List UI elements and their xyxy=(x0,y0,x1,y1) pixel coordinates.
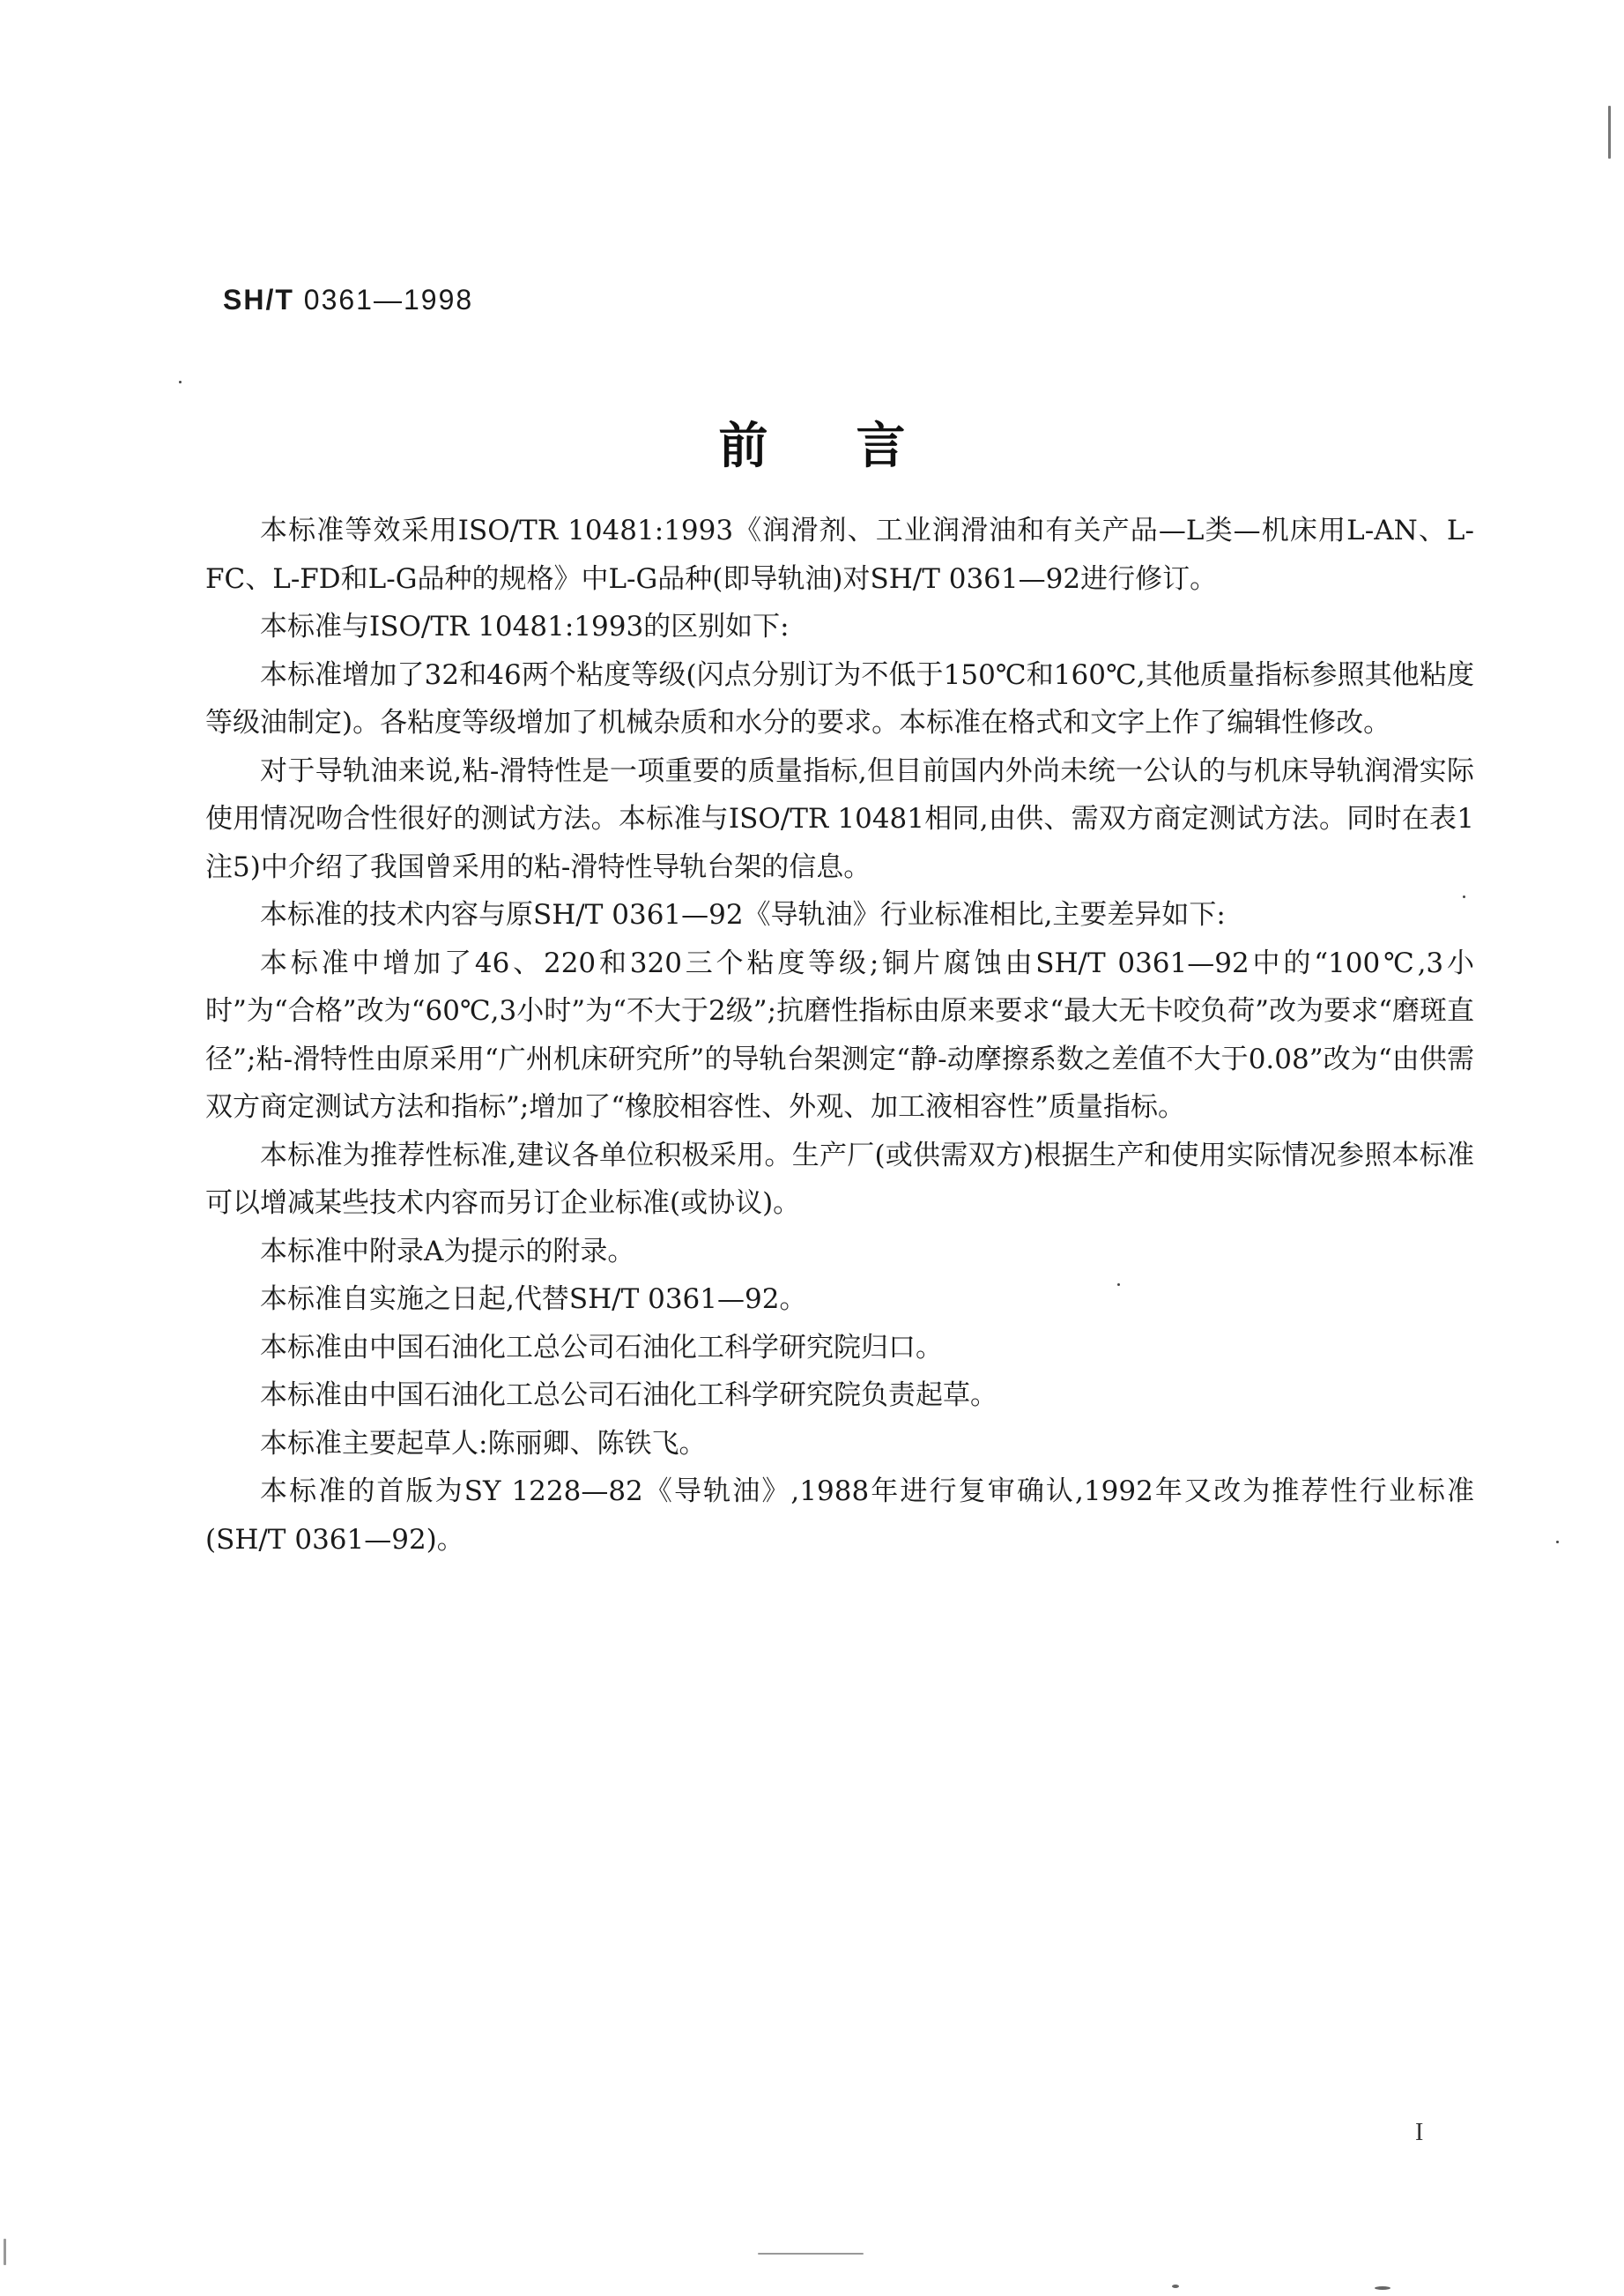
paragraph: 本标准的技术内容与原SH/T 0361—92《导轨油》行业标准相比,主要差异如下: xyxy=(260,899,1226,931)
scan-speck xyxy=(1172,2285,1179,2288)
paragraph: 本标准中附录A为提示的附录。 xyxy=(260,1235,635,1267)
scan-speck xyxy=(1463,895,1465,898)
paragraph: 本标准中增加了46、220和320三个粘度等级;铜片腐蚀由SH/T 0361—92中的“100℃,3小时”为“合格”改为“60℃,3小时”为“不大于2级”;抗磨性指标由原来要求“最大无卡咬负荷”改为要求“磨斑直径”;粘-滑特性由原采用“广州机床研究所”的导轨台架测定“静-动摩擦系数之差值不大于0.08”改为“由供需双方商定测试方法和指标”;增加了“橡胶相容性、外观、加工液相容性”质量指标。 xyxy=(205,947,1474,1123)
scan-speck xyxy=(1375,2286,1390,2290)
paragraph: 本标准由中国石油化工总公司石油化工科学研究院负责起草。 xyxy=(260,1379,997,1411)
paragraph: 本标准为推荐性标准,建议各单位积极采用。生产厂(或供需双方)根据生产和使用实际情况参照本标准可以增减某些技术内容而另订企业标准(或协议)。 xyxy=(205,1139,1474,1219)
paragraph: 本标准由中国石油化工总公司石油化工科学研究院归口。 xyxy=(260,1331,943,1363)
standard-code-number: 0361—1998 xyxy=(303,284,474,316)
standard-code-prefix: SH/T xyxy=(223,284,294,316)
paragraph: 本标准增加了32和46两个粘度等级(闪点分别订为不低于150℃和160℃,其他质量指标参照其他粘度等级油制定)。各粘度等级增加了机械杂质和水分的要求。本标准在格式和文字上作了编辑性修改。 xyxy=(205,658,1474,739)
scan-speck xyxy=(179,381,182,383)
scan-speck xyxy=(1608,106,1611,159)
foreword-body xyxy=(205,507,1474,1564)
page-number: I xyxy=(1415,2119,1424,2146)
scan-speck xyxy=(4,2239,6,2265)
paragraph: 本标准的首版为SY 1228—82《导轨油》,1988年进行复审确认,1992年又改为推荐性行业标准(SH/T 0361—92)。 xyxy=(205,1475,1474,1556)
scan-speck xyxy=(1556,1541,1559,1543)
standard-code xyxy=(223,284,473,316)
paragraph: 对于导轨油来说,粘-滑特性是一项重要的质量指标,但目前国内外尚未统一公认的与机床导轨润滑实际使用情况吻合性很好的测试方法。本标准与ISO/TR 10481相同,由供、需双方商定测试方法。同时在表1注5)中介绍了我国曾采用的粘-滑特性导轨台架的信息。 xyxy=(205,754,1474,883)
paragraph: 本标准自实施之日起,代替SH/T 0361—92。 xyxy=(260,1283,807,1315)
scan-speck xyxy=(758,2253,864,2255)
paragraph: 本标准与ISO/TR 10481:1993的区别如下: xyxy=(260,611,790,643)
paragraph: 本标准等效采用ISO/TR 10481:1993《润滑剂、工业润滑油和有关产品—L类—机床用L-AN、L-FC、L-FD和L-G品种的规格》中L-G品种(即导轨油)对SH/T 0361—92进行修订。 xyxy=(205,515,1474,595)
paragraph: 本标准主要起草人:陈丽卿、陈铁飞。 xyxy=(260,1427,707,1460)
scan-speck xyxy=(1117,1283,1120,1286)
page-title: 前言 xyxy=(718,417,994,475)
